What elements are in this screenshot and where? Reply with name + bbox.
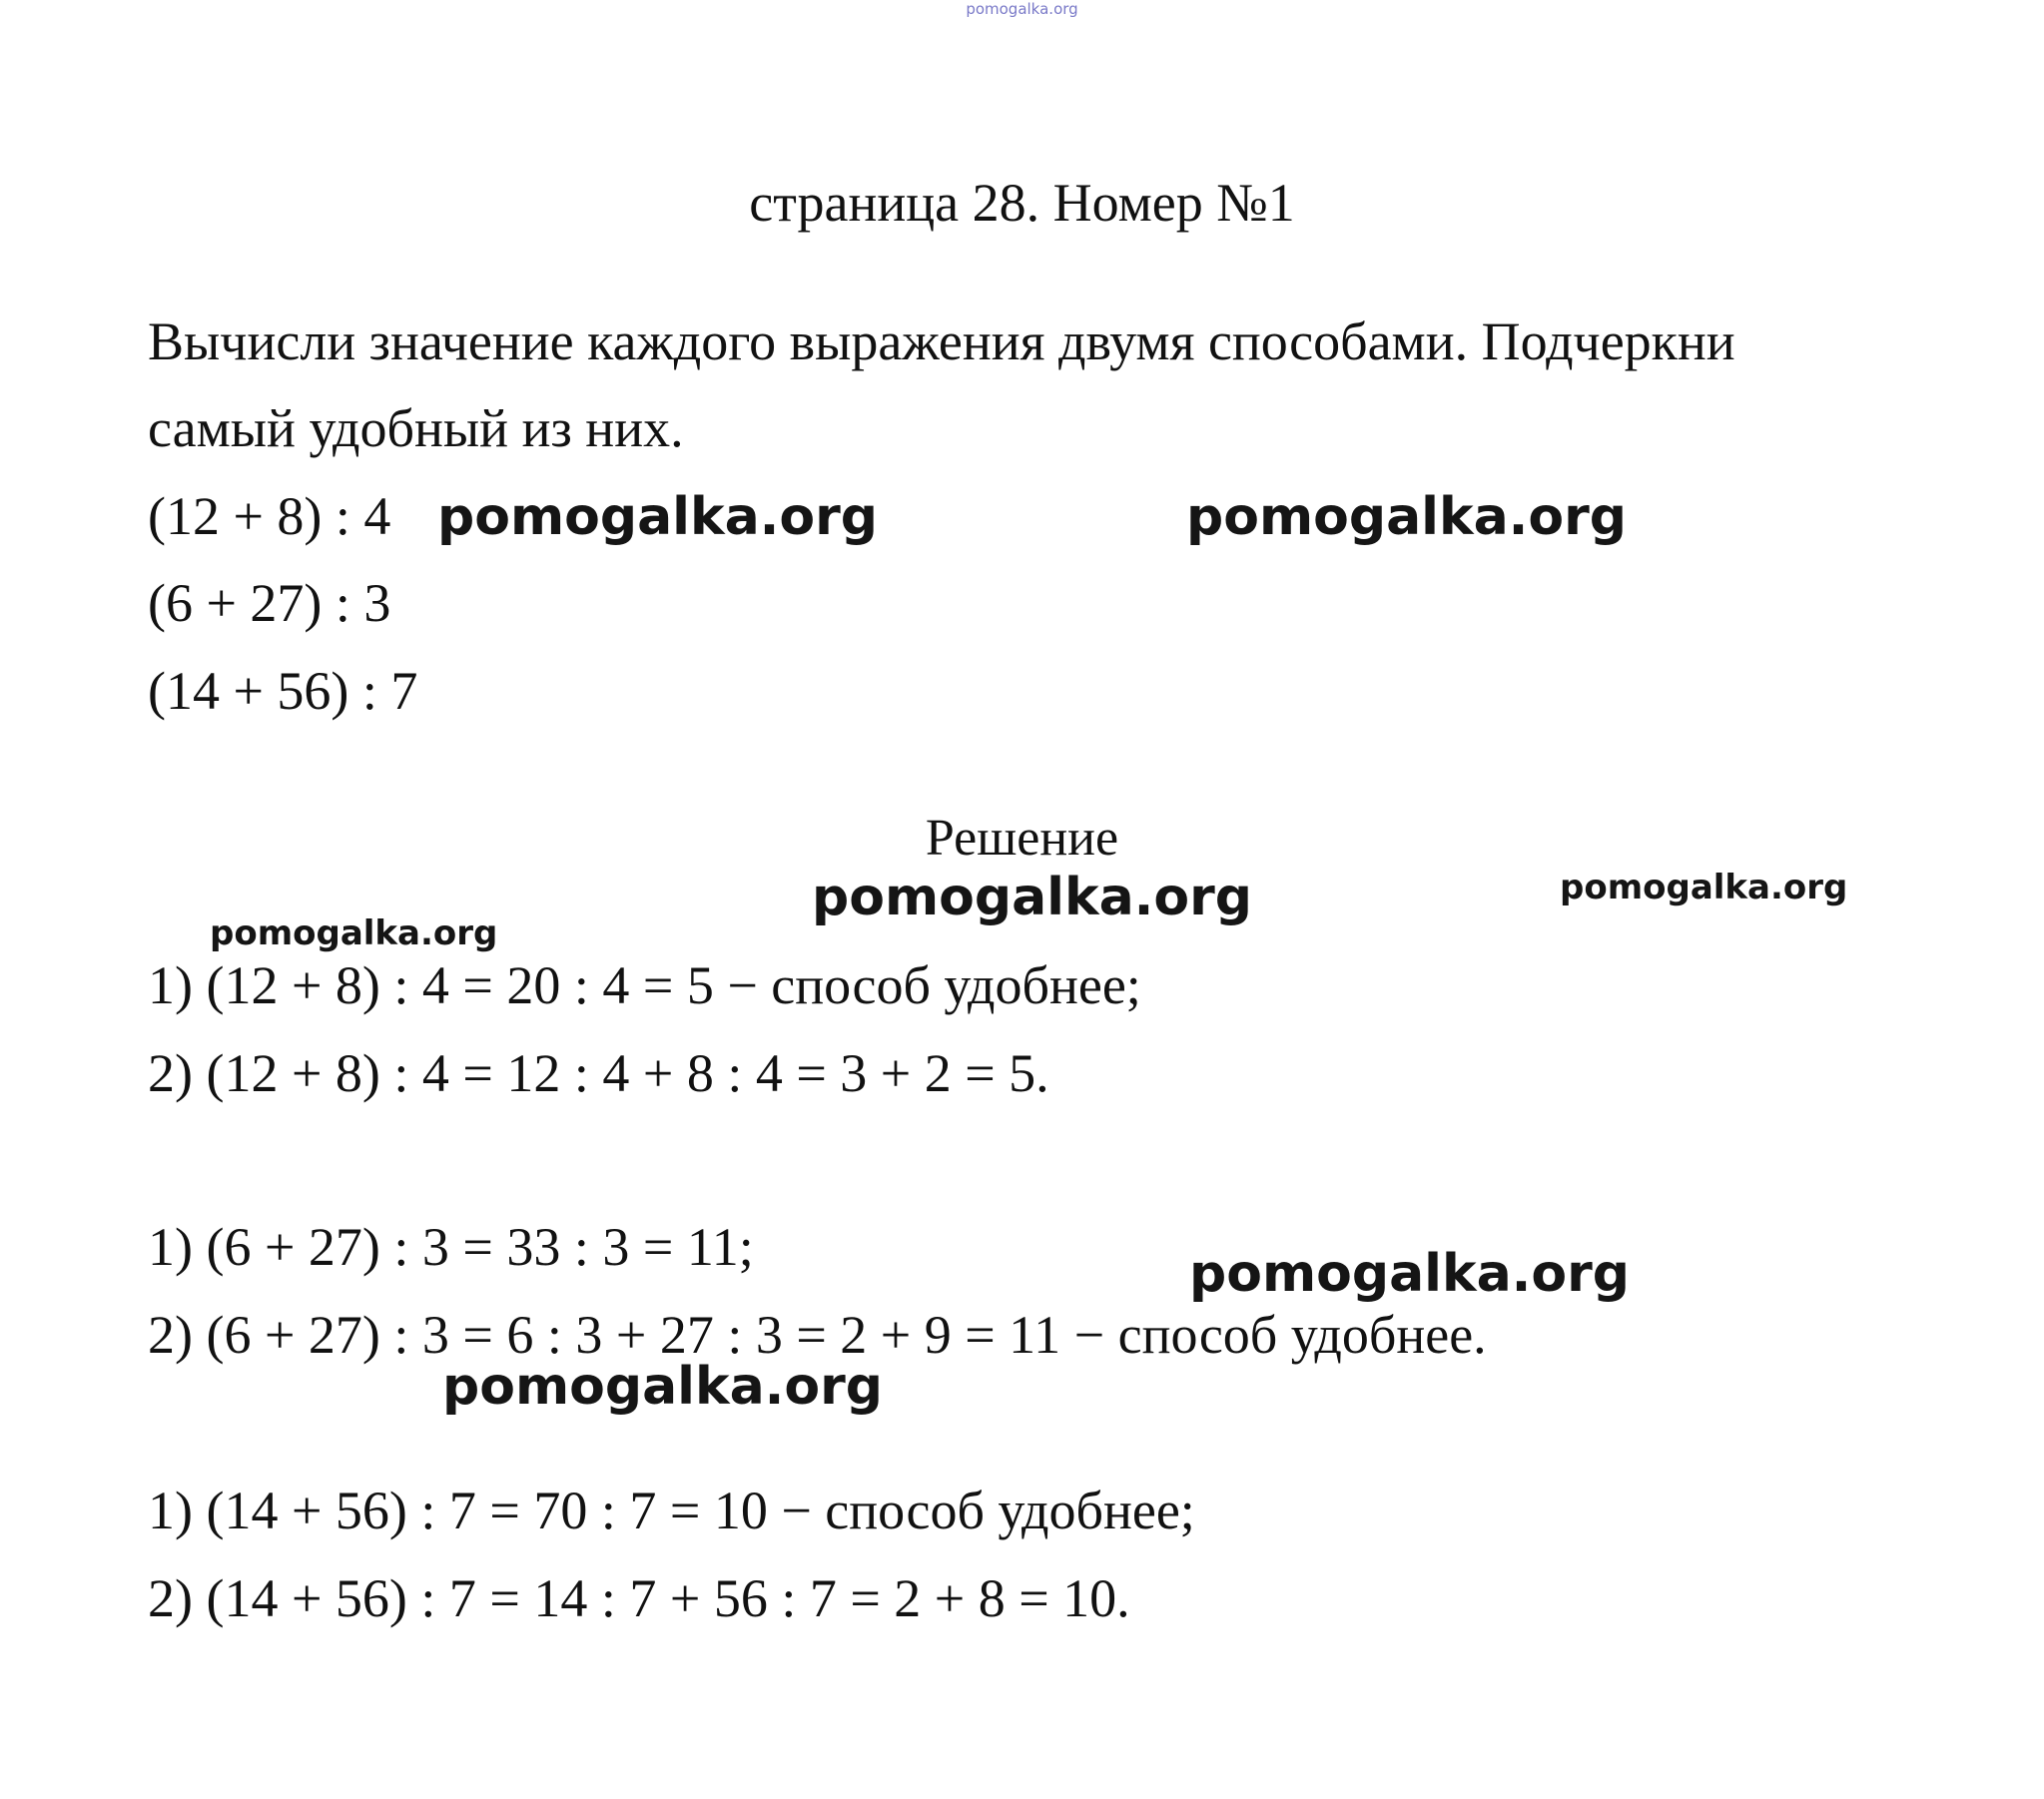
solution-3-method-1: 1) (14 + 56) : 7 = 70 : 7 = 10 − способ удобнее; xyxy=(148,1481,1195,1540)
watermark: pomogalka.org xyxy=(812,868,1253,927)
task-text-line-2: самый удобный из них. xyxy=(148,398,684,458)
task-expression-2: (6 + 27) : 3 xyxy=(148,573,391,633)
watermark: pomogalka.org xyxy=(442,1357,884,1417)
solution-2-method-2: 2) (6 + 27) : 3 = 6 : 3 + 27 : 3 = 2 + 9 = 11 − способ удобнее. xyxy=(148,1305,1487,1365)
solution-heading: Решение xyxy=(925,810,1119,867)
watermark: pomogalka.org xyxy=(1560,868,1848,907)
solution-1-method-1: 1) (12 + 8) : 4 = 20 : 4 = 5 − способ удобнее; xyxy=(148,955,1141,1015)
task-text-line-1: Вычисли значение каждого выражения двумя способами. Подчеркни xyxy=(148,311,1735,371)
top-watermark: pomogalka.org xyxy=(966,0,1078,18)
watermark: pomogalka.org xyxy=(210,913,498,953)
page-title: страница 28. Номер №1 xyxy=(749,173,1295,233)
watermark: pomogalka.org xyxy=(1186,487,1628,547)
watermark: pomogalka.org xyxy=(437,487,879,547)
watermark: pomogalka.org xyxy=(1189,1244,1631,1304)
task-expression-3: (14 + 56) : 7 xyxy=(148,661,418,721)
solution-2-method-1: 1) (6 + 27) : 3 = 33 : 3 = 11; xyxy=(148,1217,754,1277)
task-expression-1: (12 + 8) : 4 xyxy=(148,486,391,546)
solution-3-method-2: 2) (14 + 56) : 7 = 14 : 7 + 56 : 7 = 2 + 8 = 10. xyxy=(148,1568,1130,1628)
solution-1-method-2: 2) (12 + 8) : 4 = 12 : 4 + 8 : 4 = 3 + 2 = 5. xyxy=(148,1043,1049,1103)
